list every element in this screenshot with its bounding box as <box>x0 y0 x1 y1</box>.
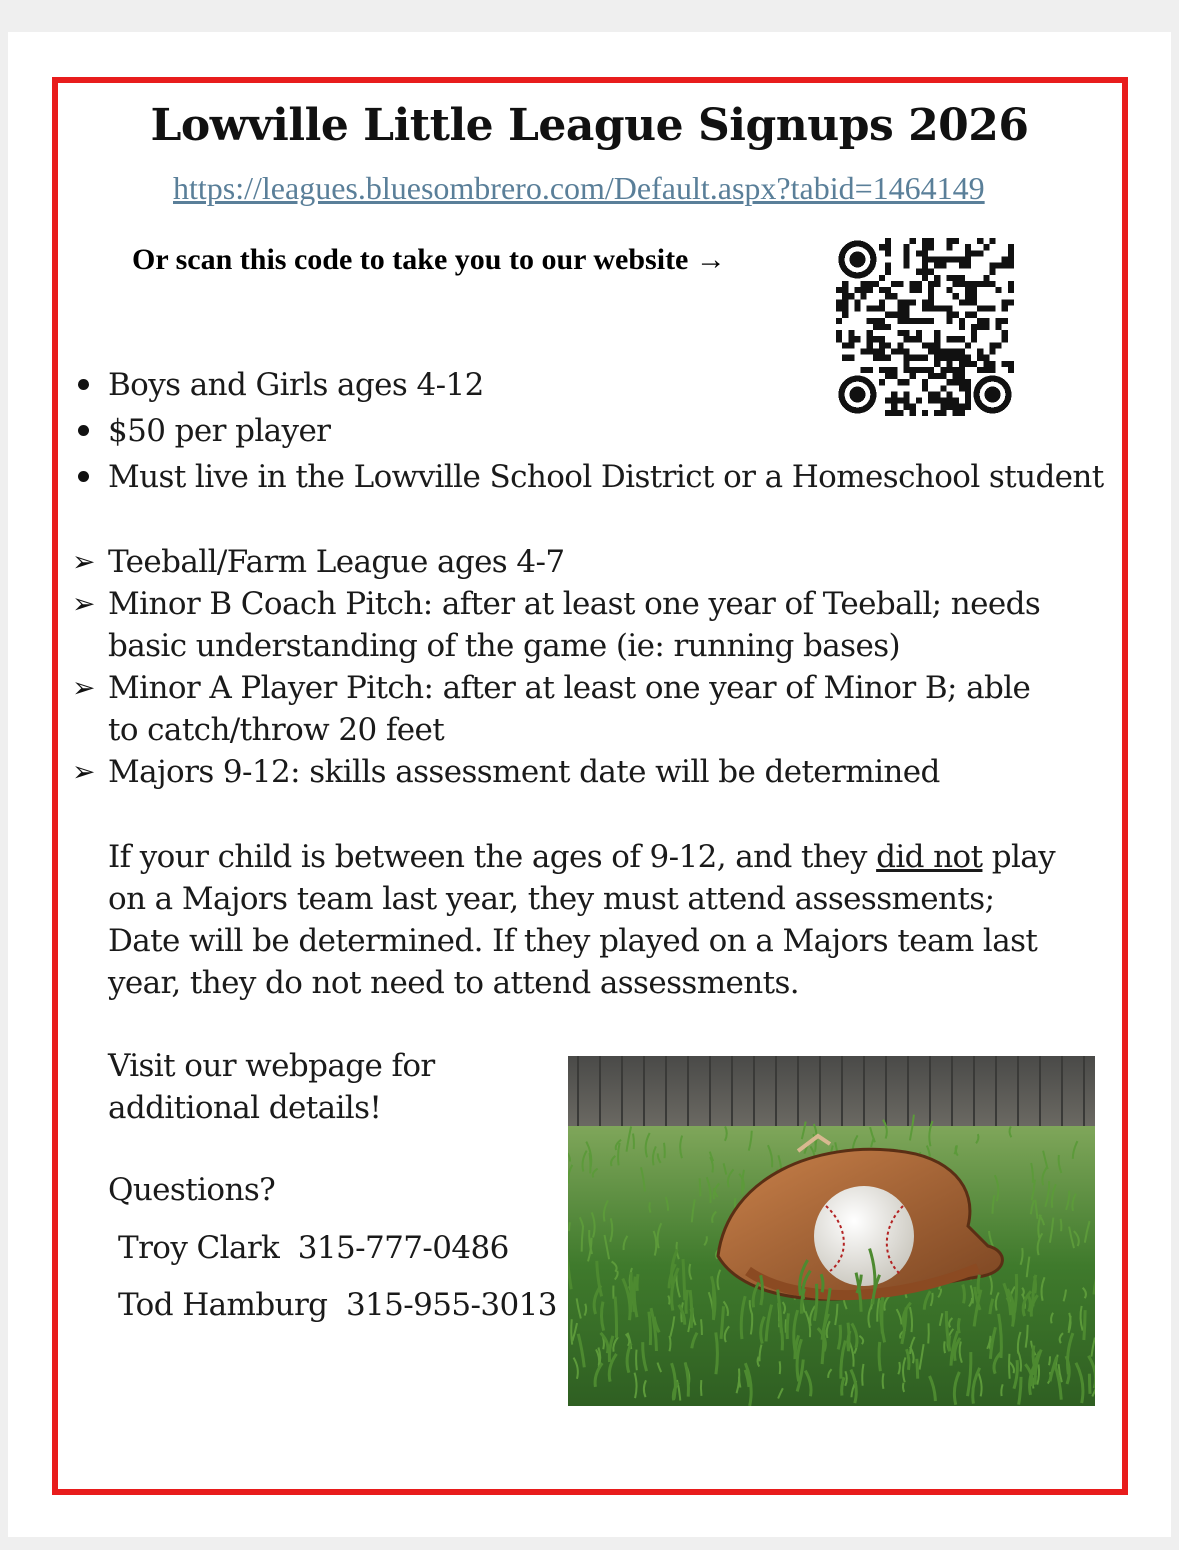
visit-webpage-note: Visit our webpage for additional details! <box>108 1048 435 1126</box>
bullet-dot-icon <box>78 471 89 482</box>
arrowhead-bullet-icon: ➢ <box>72 587 95 620</box>
bullet-dot-icon <box>78 425 89 436</box>
scan-instruction: Or scan this code to take you to our website → <box>132 243 726 276</box>
list-item: Boys and Girls ages 4-12 <box>70 362 1104 408</box>
assessment-paragraph: If your child is between the ages of 9-12, and they did not play on a Majors team last year, they must attend assessments; Date will be determined. If they played on a Majors team last year, they do not need to attend assessments. <box>108 839 1056 1001</box>
contact-tod-hamburg: Tod Hamburg 315-955-3013 <box>118 1287 557 1323</box>
bullet-dot-icon <box>78 379 89 390</box>
list-item: ➢ Minor A Player Pitch: after at least one year of Minor B; able to catch/throw 20 feet <box>72 667 1062 751</box>
list-item: ➢ Majors 9-12: skills assessment date will be determined <box>72 751 1062 793</box>
contact-troy-clark: Troy Clark 315-777-0486 <box>118 1230 509 1266</box>
questions-label: Questions? <box>108 1172 276 1208</box>
signup-url-link[interactable]: https://leagues.bluesombrero.com/Default.aspx?tabid=1464149 <box>173 170 985 206</box>
divisions-list <box>72 541 1062 793</box>
arrowhead-bullet-icon: ➢ <box>72 671 95 704</box>
arrowhead-bullet-icon: ➢ <box>72 755 95 788</box>
list-item: ➢ Minor B Coach Pitch: after at least one year of Teeball; needs basic understanding of the game (ie: running bases) <box>72 583 1062 667</box>
list-item: $50 per player <box>70 408 1104 454</box>
list-item: ➢ Teeball/Farm League ages 4-7 <box>72 541 1062 583</box>
list-item: Must live in the Lowville School District or a Homeschool student <box>70 454 1104 500</box>
emphasis-did-not: did not <box>876 839 983 875</box>
requirements-list <box>70 362 1104 500</box>
flyer-title: Lowville Little League Signups 2026 <box>150 100 1029 151</box>
arrowhead-bullet-icon: ➢ <box>72 545 95 578</box>
baseball-glove-photo <box>568 1056 1095 1406</box>
